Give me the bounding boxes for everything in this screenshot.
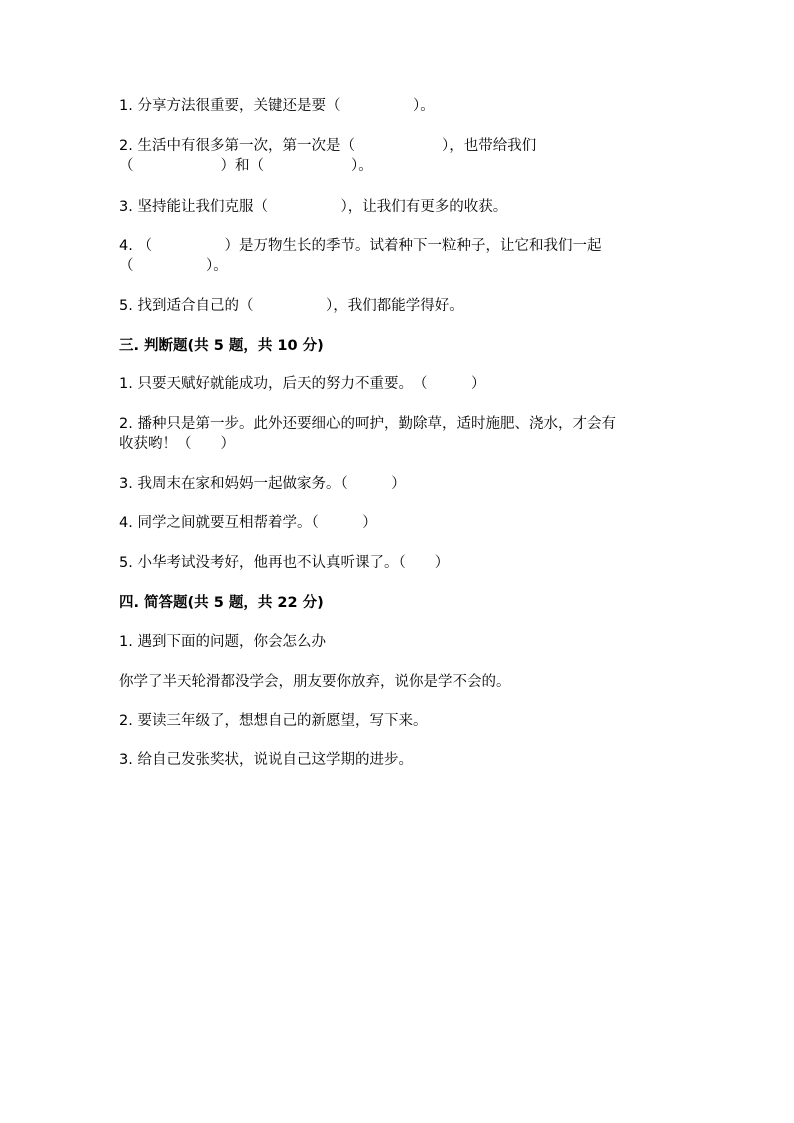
true-false-question-5: 5. 小华考试没考好，他再也不认真听课了。（ ）	[119, 555, 450, 571]
true-false-question-3: 3. 我周末在家和妈妈一起做家务。（ ）	[119, 476, 406, 492]
fill-blank-question-2-line-1: 2. 生活中有很多第一次，第一次是（ ），也带给我们	[119, 138, 537, 154]
short-answer-question-1: 1. 遇到下面的问题，你会怎么办	[119, 634, 326, 650]
fill-blank-question-1: 1. 分享方法很重要，关键还是要（ ）。	[119, 98, 435, 114]
fill-blank-question-2-line-2: （ ）和（ ）。	[119, 158, 373, 174]
true-false-question-2-line-2: 收获哟！（ ）	[119, 436, 235, 452]
true-false-question-1: 1. 只要天赋好就能成功，后天的努力不重要。 （ ）	[119, 376, 486, 392]
fill-blank-question-4-line-2: （ ）。	[119, 258, 228, 274]
short-answer-question-3: 3. 给自己发张奖状，说说自己这学期的进步。	[119, 752, 413, 768]
true-false-question-4: 4. 同学之间就要互相帮着学。（ ）	[119, 515, 377, 531]
true-false-question-2-line-1: 2. 播种只是第一步。此外还要细心的呵护，勤除草，适时施肥、浇水，才会有	[119, 416, 616, 432]
short-answer-question-2: 2. 要读三年级了，想想自己的新愿望，写下来。	[119, 713, 428, 729]
section-title-short-answer: 四. 简答题(共 5 题，共 22 分)	[119, 595, 324, 611]
section-title-true-false: 三. 判断题(共 5 题，共 10 分)	[119, 338, 324, 354]
fill-blank-question-3: 3. 坚持能让我们克服（ ），让我们有更多的收获。	[119, 199, 508, 215]
fill-blank-question-4-line-1: 4. （ ）是万物生长的季节。试着种下一粒种子，让它和我们一起	[119, 238, 602, 254]
fill-blank-question-5: 5. 找到适合自己的（ ），我们都能学得好。	[119, 298, 464, 314]
short-answer-scenario: 你学了半天轮滑都没学会，朋友要你放弃，说你是学不会的。	[119, 674, 511, 690]
